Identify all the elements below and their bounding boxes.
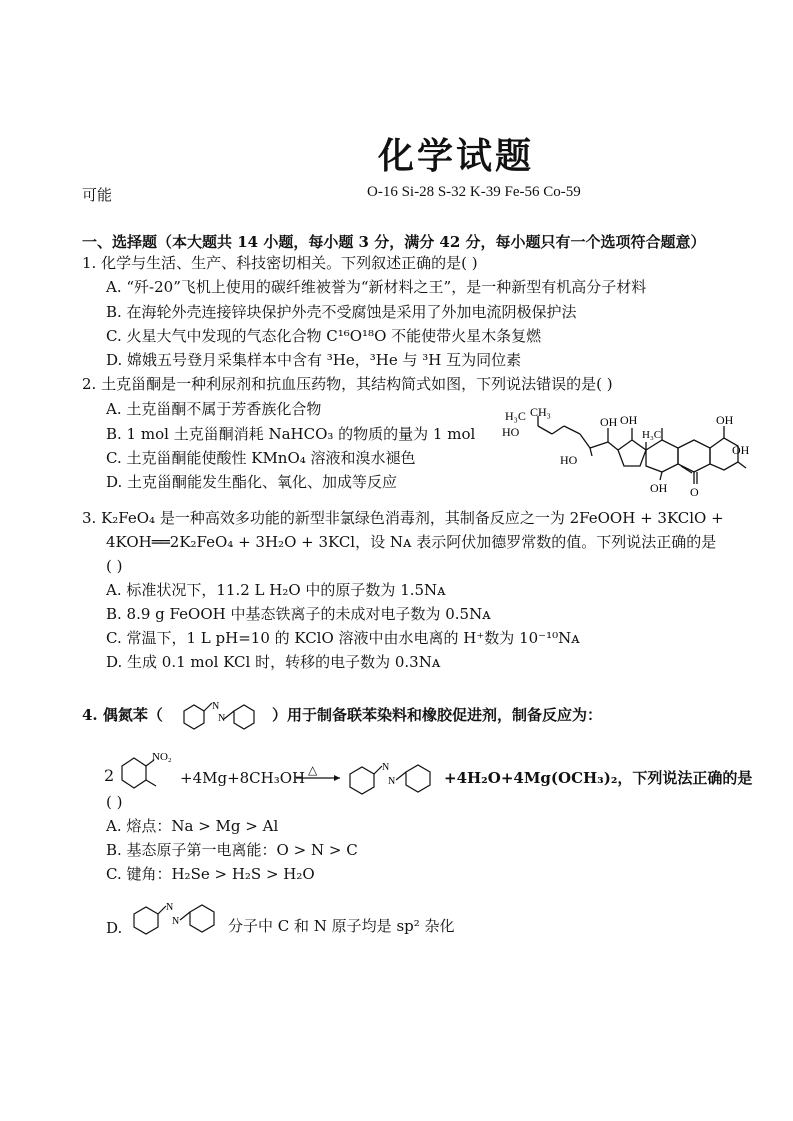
q4-option-d-label: D. [106, 919, 123, 937]
label-oh-side: OH [600, 415, 618, 429]
q2-option-c: C. 土克甾酮能使酸性 KMnO₄ 溶液和溴水褪色 [106, 449, 416, 467]
q2-option-d: D. 土克甾酮能发生酯化、氧化、加成等反应 [106, 473, 398, 491]
q3-option-d: D. 生成 0.1 mol KCl 时，转移的电子数为 0.3Nᴀ [106, 653, 441, 671]
q4-paren: ( ) [106, 793, 123, 811]
azobenzene-inline [172, 693, 272, 733]
no2-label: NO₂ [152, 751, 172, 763]
atomic-mass-label: 可能 [82, 186, 113, 204]
label-oh-r2: OH [732, 443, 750, 457]
section-heading: 一、选择题（本大题共 14 小题，每小题 3 分，满分 42 分，每小题只有一个选项符合题意） [82, 233, 706, 251]
q4-stem-post: ）用于制备联苯染料和橡胶促进剂，制备反应为： [272, 706, 603, 724]
q4-option-a: A. 熔点：Na > Mg > Al [106, 817, 279, 835]
nitrotoluene-structure [112, 746, 182, 796]
q1-option-d: D. 嫦娥五号登月采集样本中含有 ³He，³He 与 ³H 互为同位素 [106, 351, 522, 369]
q2-option-b: B. 1 mol 土克甾酮消耗 NaHCO₃ 的物质的量为 1 mol [106, 425, 476, 443]
q3-option-c: C. 常温下，1 L pH=10 的 KClO 溶液中由水电离的 H⁺数为 10⁻¹⁰Nᴀ [106, 629, 580, 647]
svg-text:N: N [218, 713, 226, 724]
q4-products: +4H₂O+4Mg(OCH₃)₂，下列说法正确的是 [444, 769, 753, 787]
q3-option-b: B. 8.9 g FeOOH 中基态铁离子的未成对电子数为 0.5Nᴀ [106, 605, 491, 623]
q3-stem-1: 3. K₂FeO₄ 是一种高效多功能的新型非氯绿色消毒剂，其制备反应之一为 2FeOOH + 3KClO + [82, 509, 724, 527]
q3-option-a: A. 标准状况下，11.2 L H₂O 中的原子数为 1.5Nᴀ [106, 581, 446, 599]
q3-stem-3: ( ) [106, 557, 123, 575]
q1-option-b: B. 在海轮外壳连接锌块保护外壳不受腐蚀是采用了外加电流阴极保护法 [106, 303, 577, 321]
page-title: 化学试题 [378, 136, 535, 177]
q4-option-c: C. 键角：H₂Se > H₂S > H₂O [106, 865, 315, 883]
q1-stem: 1. 化学与生活、生产、科技密切相关。下列叙述正确的是( ) [82, 254, 478, 272]
q3-stem-2: 4KOH══2K₂FeO₄ + 3H₂O + 3KCl，设 Nᴀ 表示阿伏加德罗常数的值。下列说法正确的是 [106, 533, 717, 551]
q1-option-a: A. “歼-20”飞机上使用的碳纤维被誉为“新材料之王”，是一种新型有机高分子材料 [106, 278, 647, 296]
label-oh-top: OH [620, 413, 638, 427]
q4-stem-pre: 4. 偶氮苯（ [82, 706, 163, 724]
q1-option-c: C. 火星大气中发现的气态化合物 C¹⁶O¹⁸O 不能使带火星木条复燃 [106, 327, 542, 345]
label-h3c-1: H₃C [505, 409, 526, 423]
q4-reagents: +4Mg+8CH₃OH [180, 769, 306, 787]
svg-text:N: N [212, 701, 220, 712]
label-h3c-2: H₃C [642, 429, 662, 441]
svg-text:N: N [166, 902, 174, 913]
label-ch3: CH₃ [530, 405, 551, 419]
azobenzene-option-d [128, 892, 228, 936]
q4-option-d-text: 分子中 C 和 N 原子均是 sp² 杂化 [228, 917, 455, 935]
q2-stem: 2. 土克甾酮是一种利尿剂和抗血压药物，其结构简式如图，下列说法错误的是( ) [82, 375, 613, 393]
q2-option-a: A. 土克甾酮不属于芳香族化合物 [106, 400, 322, 418]
label-o: O [690, 485, 699, 499]
svg-text:N: N [382, 762, 390, 773]
svg-text:N: N [388, 776, 396, 787]
tukezhitong-structure [500, 398, 750, 508]
label-oh-bottom: OH [650, 481, 668, 495]
label-oh-r1: OH [716, 413, 734, 427]
reaction-arrow [294, 764, 344, 788]
atomic-mass-values: O-16 Si-28 S-32 K-39 Fe-56 Co-59 [367, 184, 581, 200]
label-ho-1: HO [502, 425, 520, 439]
label-ho-left: HO [560, 453, 578, 467]
svg-text:N: N [172, 916, 180, 927]
heat-symbol: △ [308, 763, 318, 777]
q4-coefficient: 2 [104, 766, 115, 785]
q4-option-b: B. 基态原子第一电离能：O > N > C [106, 841, 358, 859]
azobenzene-product [344, 754, 444, 798]
